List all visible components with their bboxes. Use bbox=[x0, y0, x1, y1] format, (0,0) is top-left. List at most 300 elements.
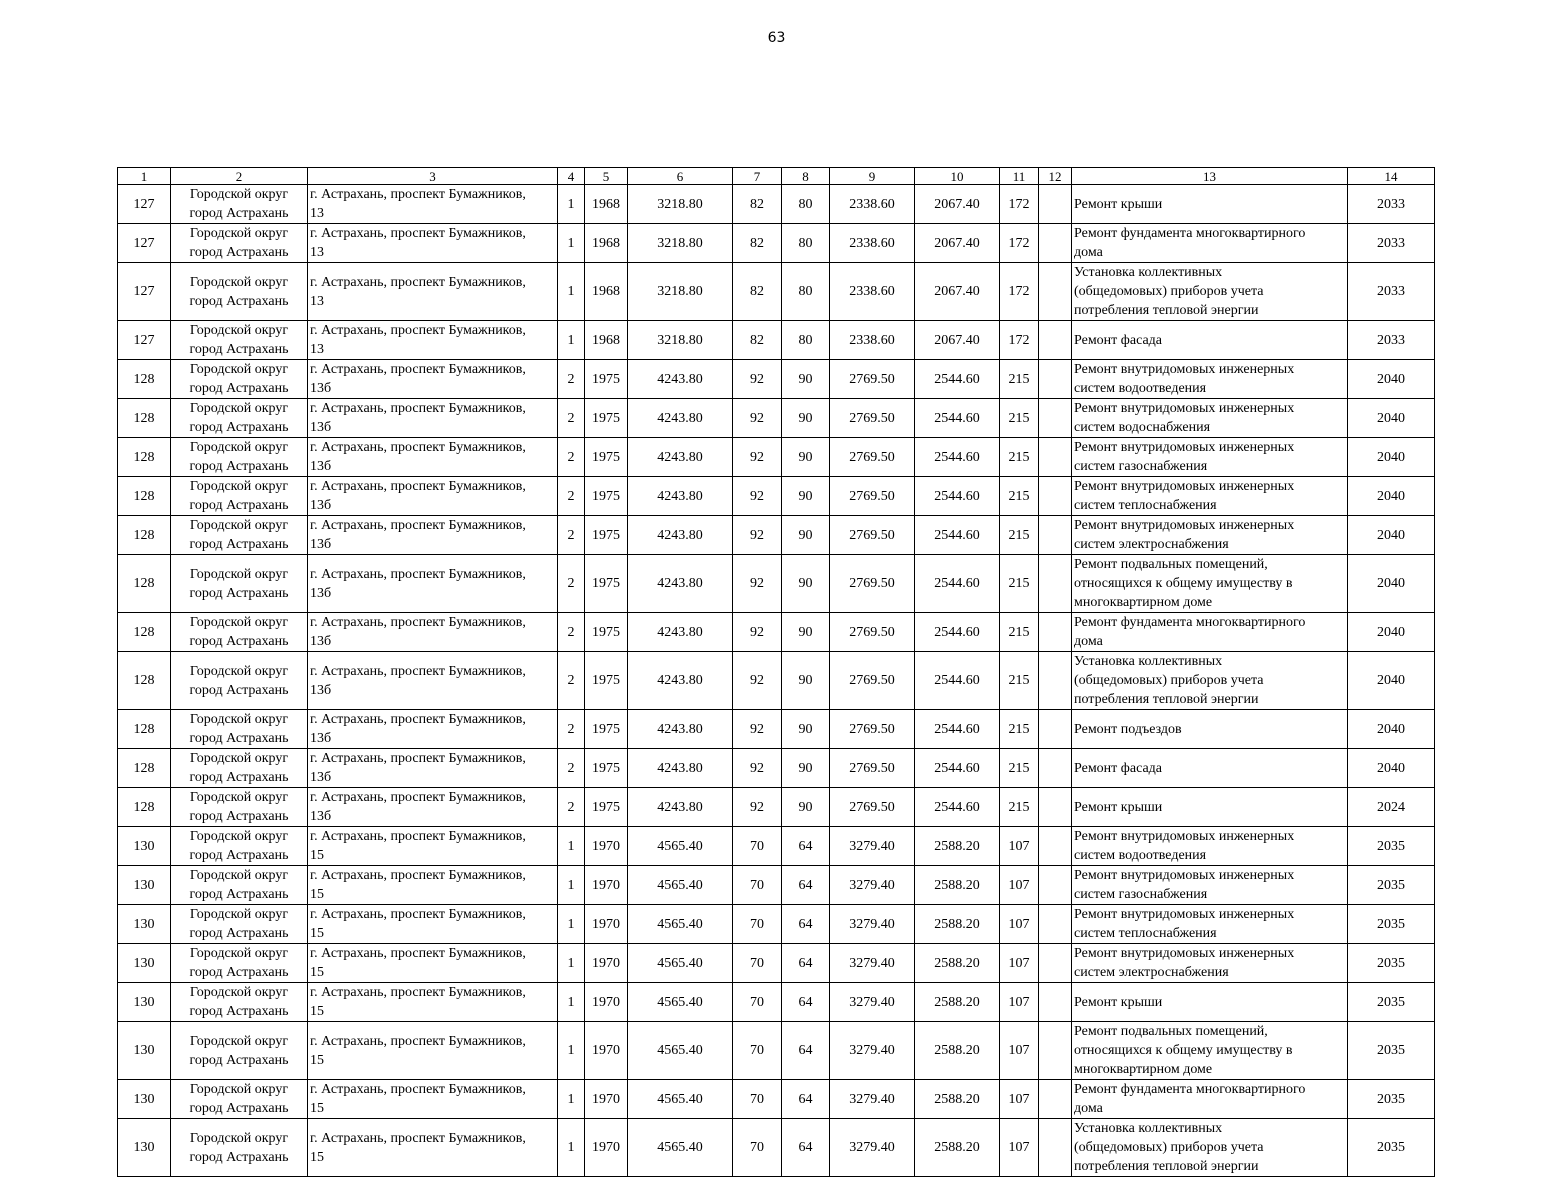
table-row bbox=[118, 321, 1435, 360]
table-row bbox=[118, 613, 1435, 652]
cell-col-10: 2588.20 bbox=[915, 1022, 1000, 1080]
cell-col-10: 2588.20 bbox=[915, 983, 1000, 1022]
cell-col-7: 92 bbox=[733, 749, 782, 788]
municipality-line-2: город Астрахань bbox=[189, 731, 289, 746]
column-header-6: 6 bbox=[628, 168, 733, 185]
cell-municipality bbox=[171, 788, 308, 827]
column-header-13: 13 bbox=[1072, 168, 1348, 185]
municipality-line-1: Городской округ bbox=[189, 518, 289, 533]
cell-col-4: 1 bbox=[558, 185, 585, 224]
cell-col-7: 92 bbox=[733, 788, 782, 827]
work-type-line: потребления тепловой энергии bbox=[1074, 692, 1259, 707]
cell-col-11: 107 bbox=[1000, 1022, 1039, 1080]
cell-col-6: 4243.80 bbox=[628, 516, 733, 555]
cell-col-4: 2 bbox=[558, 613, 585, 652]
address-line-1: г. Астрахань, проспект Бумажников, bbox=[310, 829, 526, 844]
cell-year: 2033 bbox=[1348, 263, 1435, 321]
cell-col-5: 1970 bbox=[585, 1080, 628, 1119]
column-header-10: 10 bbox=[915, 168, 1000, 185]
municipality-line-2: город Астрахань bbox=[189, 770, 289, 785]
municipality-line-1: Городской округ bbox=[189, 663, 289, 679]
cell-col-6: 4565.40 bbox=[628, 905, 733, 944]
work-type-line: систем водоотведения bbox=[1074, 848, 1207, 863]
cell-work-type bbox=[1072, 399, 1348, 438]
cell-row-number: 128 bbox=[118, 555, 171, 613]
address-line-1: г. Астрахань, проспект Бумажников, bbox=[310, 907, 526, 922]
cell-year: 2035 bbox=[1348, 944, 1435, 983]
work-type-line: Ремонт фундамента многоквартирного bbox=[1074, 615, 1306, 630]
cell-address bbox=[308, 944, 558, 983]
municipality-line-2: город Астрахань bbox=[189, 1101, 289, 1116]
work-type-line: систем водоотведения bbox=[1074, 381, 1207, 396]
cell-col-4: 1 bbox=[558, 827, 585, 866]
cell-col-6: 4565.40 bbox=[628, 827, 733, 866]
cell-row-number: 130 bbox=[118, 944, 171, 983]
cell-col-5: 1975 bbox=[585, 516, 628, 555]
cell-col-5: 1975 bbox=[585, 710, 628, 749]
cell-year: 2035 bbox=[1348, 983, 1435, 1022]
address-line-1: г. Астрахань, проспект Бумажников, bbox=[310, 1082, 526, 1097]
cell-col-4: 2 bbox=[558, 652, 585, 710]
cell-row-number: 130 bbox=[118, 905, 171, 944]
cell-row-number: 128 bbox=[118, 652, 171, 710]
cell-col-6: 4565.40 bbox=[628, 866, 733, 905]
cell-col-8: 90 bbox=[782, 788, 830, 827]
cell-col-5: 1975 bbox=[585, 360, 628, 399]
table-row bbox=[118, 827, 1435, 866]
address-line-1: г. Астрахань, проспект Бумажников, bbox=[310, 362, 526, 377]
cell-municipality bbox=[171, 185, 308, 224]
cell-address bbox=[308, 224, 558, 263]
cell-col-8: 90 bbox=[782, 710, 830, 749]
cell-municipality bbox=[171, 613, 308, 652]
cell-col-10: 2544.60 bbox=[915, 477, 1000, 516]
cell-col-8: 90 bbox=[782, 516, 830, 555]
work-type-line: Ремонт подвальных помещений, bbox=[1074, 557, 1268, 572]
cell-col-5: 1975 bbox=[585, 399, 628, 438]
cell-municipality bbox=[171, 749, 308, 788]
cell-col-10: 2544.60 bbox=[915, 749, 1000, 788]
cell-col-11: 107 bbox=[1000, 905, 1039, 944]
cell-col-5: 1970 bbox=[585, 827, 628, 866]
cell-work-type bbox=[1072, 438, 1348, 477]
address-line-1: г. Астрахань, проспект Бумажников, bbox=[310, 985, 526, 1000]
cell-col-12 bbox=[1039, 224, 1072, 263]
cell-work-type bbox=[1072, 1022, 1348, 1080]
cell-col-9: 2769.50 bbox=[830, 516, 915, 555]
cell-col-4: 1 bbox=[558, 1022, 585, 1080]
cell-col-7: 82 bbox=[733, 185, 782, 224]
cell-col-9: 3279.40 bbox=[830, 1119, 915, 1177]
address-line-2: 13б bbox=[310, 498, 332, 513]
cell-address bbox=[308, 1119, 558, 1177]
cell-year: 2033 bbox=[1348, 321, 1435, 360]
cell-row-number: 128 bbox=[118, 788, 171, 827]
cell-col-8: 90 bbox=[782, 438, 830, 477]
table-row bbox=[118, 710, 1435, 749]
cell-col-10: 2067.40 bbox=[915, 185, 1000, 224]
cell-col-12 bbox=[1039, 866, 1072, 905]
cell-year: 2040 bbox=[1348, 399, 1435, 438]
cell-col-8: 64 bbox=[782, 866, 830, 905]
cell-work-type bbox=[1072, 185, 1348, 224]
address-line-2: 15 bbox=[310, 848, 324, 863]
address-line-2: 15 bbox=[310, 965, 324, 980]
cell-row-number: 128 bbox=[118, 749, 171, 788]
work-type-line: Ремонт крыши bbox=[1074, 799, 1163, 815]
work-type-line: Ремонт внутридомовых инженерных bbox=[1074, 518, 1295, 533]
page-number: 63 bbox=[767, 30, 786, 46]
cell-work-type bbox=[1072, 749, 1348, 788]
cell-col-6: 4243.80 bbox=[628, 788, 733, 827]
cell-col-8: 64 bbox=[782, 944, 830, 983]
table-row bbox=[118, 944, 1435, 983]
cell-col-11: 215 bbox=[1000, 710, 1039, 749]
cell-col-4: 2 bbox=[558, 555, 585, 613]
address-line-2: 13б bbox=[310, 809, 332, 824]
cell-col-10: 2544.60 bbox=[915, 516, 1000, 555]
work-type-line: Ремонт подъездов bbox=[1074, 721, 1182, 737]
work-type-line: систем теплоснабжения bbox=[1074, 498, 1217, 513]
cell-col-6: 3218.80 bbox=[628, 321, 733, 360]
cell-row-number: 130 bbox=[118, 983, 171, 1022]
cell-col-9: 2338.60 bbox=[830, 224, 915, 263]
work-type-line: (общедомовых) приборов учета bbox=[1074, 673, 1264, 688]
cell-col-12 bbox=[1039, 905, 1072, 944]
cell-work-type bbox=[1072, 516, 1348, 555]
cell-col-12 bbox=[1039, 360, 1072, 399]
address-line-1: г. Астрахань, проспект Бумажников, bbox=[310, 1033, 526, 1049]
municipality-line-1: Городской округ bbox=[189, 907, 289, 922]
cell-municipality bbox=[171, 1119, 308, 1177]
cell-col-12 bbox=[1039, 652, 1072, 710]
cell-municipality bbox=[171, 399, 308, 438]
column-header-12: 12 bbox=[1039, 168, 1072, 185]
column-header-1: 1 bbox=[118, 168, 171, 185]
cell-col-6: 4243.80 bbox=[628, 652, 733, 710]
cell-work-type bbox=[1072, 1080, 1348, 1119]
address-line-2: 15 bbox=[310, 887, 324, 902]
cell-municipality bbox=[171, 905, 308, 944]
table-header bbox=[118, 168, 1435, 185]
cell-col-8: 90 bbox=[782, 360, 830, 399]
cell-col-7: 92 bbox=[733, 399, 782, 438]
address-line-2: 15 bbox=[310, 1101, 324, 1116]
address-line-1: г. Астрахань, проспект Бумажников, bbox=[310, 274, 526, 290]
cell-address bbox=[308, 652, 558, 710]
cell-row-number: 128 bbox=[118, 710, 171, 749]
cell-col-7: 92 bbox=[733, 613, 782, 652]
municipality-line-1: Городской округ bbox=[189, 362, 289, 377]
table-row bbox=[118, 905, 1435, 944]
cell-col-11: 215 bbox=[1000, 749, 1039, 788]
work-type-line: систем газоснабжения bbox=[1074, 887, 1208, 902]
cell-col-4: 1 bbox=[558, 1080, 585, 1119]
table-row bbox=[118, 438, 1435, 477]
cell-col-12 bbox=[1039, 321, 1072, 360]
cell-work-type bbox=[1072, 788, 1348, 827]
cell-row-number: 128 bbox=[118, 477, 171, 516]
data-table bbox=[117, 167, 1435, 1177]
cell-col-4: 2 bbox=[558, 477, 585, 516]
cell-row-number: 127 bbox=[118, 185, 171, 224]
address-line-1: г. Астрахань, проспект Бумажников, bbox=[310, 401, 526, 416]
cell-year: 2024 bbox=[1348, 788, 1435, 827]
cell-col-7: 70 bbox=[733, 1080, 782, 1119]
header-row bbox=[118, 168, 1435, 185]
cell-col-5: 1970 bbox=[585, 1022, 628, 1080]
cell-col-9: 2769.50 bbox=[830, 360, 915, 399]
address-line-2: 13 bbox=[310, 293, 324, 309]
cell-municipality bbox=[171, 1080, 308, 1119]
work-type-line: (общедомовых) приборов учета bbox=[1074, 1140, 1264, 1155]
work-type-line: многоквартирном доме bbox=[1074, 595, 1213, 610]
cell-col-6: 4243.80 bbox=[628, 613, 733, 652]
cell-col-10: 2544.60 bbox=[915, 360, 1000, 399]
cell-col-11: 215 bbox=[1000, 360, 1039, 399]
work-type-line: Ремонт фундамента многоквартирного bbox=[1074, 226, 1306, 241]
cell-col-4: 1 bbox=[558, 866, 585, 905]
work-type-line: дома bbox=[1074, 245, 1103, 260]
address-line-2: 15 bbox=[310, 1149, 324, 1165]
cell-col-6: 4565.40 bbox=[628, 944, 733, 983]
cell-col-6: 4243.80 bbox=[628, 399, 733, 438]
cell-col-11: 107 bbox=[1000, 944, 1039, 983]
address-line-2: 13 bbox=[310, 342, 324, 357]
cell-col-8: 90 bbox=[782, 399, 830, 438]
cell-municipality bbox=[171, 224, 308, 263]
cell-year: 2040 bbox=[1348, 749, 1435, 788]
cell-work-type bbox=[1072, 263, 1348, 321]
municipality-line-1: Городской округ bbox=[189, 829, 289, 844]
municipality-line-2: город Астрахань bbox=[189, 293, 289, 309]
address-line-2: 15 bbox=[310, 1004, 324, 1019]
cell-col-12 bbox=[1039, 555, 1072, 613]
cell-col-11: 215 bbox=[1000, 516, 1039, 555]
cell-year: 2040 bbox=[1348, 516, 1435, 555]
cell-municipality bbox=[171, 652, 308, 710]
cell-row-number: 130 bbox=[118, 1080, 171, 1119]
municipality-line-2: город Астрахань bbox=[189, 537, 289, 552]
cell-col-12 bbox=[1039, 1119, 1072, 1177]
address-line-1: г. Астрахань, проспект Бумажников, bbox=[310, 323, 526, 338]
municipality-line-1: Городской округ bbox=[189, 401, 289, 416]
work-type-line: Ремонт внутридомовых инженерных bbox=[1074, 440, 1295, 455]
work-type-line: относящихся к общему имуществу в bbox=[1074, 576, 1293, 591]
address-line-1: г. Астрахань, проспект Бумажников, bbox=[310, 751, 526, 766]
cell-col-9: 3279.40 bbox=[830, 944, 915, 983]
cell-col-12 bbox=[1039, 613, 1072, 652]
table-row bbox=[118, 652, 1435, 710]
cell-col-9: 2769.50 bbox=[830, 749, 915, 788]
cell-col-7: 92 bbox=[733, 555, 782, 613]
work-type-line: Ремонт внутридомовых инженерных bbox=[1074, 479, 1295, 494]
cell-col-9: 2338.60 bbox=[830, 263, 915, 321]
cell-col-5: 1975 bbox=[585, 613, 628, 652]
cell-col-10: 2588.20 bbox=[915, 866, 1000, 905]
cell-col-7: 92 bbox=[733, 652, 782, 710]
cell-work-type bbox=[1072, 555, 1348, 613]
municipality-line-2: город Астрахань bbox=[189, 682, 289, 698]
cell-col-8: 90 bbox=[782, 749, 830, 788]
cell-municipality bbox=[171, 944, 308, 983]
cell-address bbox=[308, 263, 558, 321]
cell-year: 2035 bbox=[1348, 866, 1435, 905]
cell-col-12 bbox=[1039, 827, 1072, 866]
address-line-1: г. Астрахань, проспект Бумажников, bbox=[310, 663, 526, 679]
cell-col-6: 4565.40 bbox=[628, 1080, 733, 1119]
cell-col-9: 2769.50 bbox=[830, 613, 915, 652]
cell-col-9: 2769.50 bbox=[830, 788, 915, 827]
address-line-2: 13б bbox=[310, 585, 332, 601]
cell-col-7: 82 bbox=[733, 321, 782, 360]
work-type-line: Ремонт фундамента многоквартирного bbox=[1074, 1082, 1306, 1097]
cell-col-4: 1 bbox=[558, 224, 585, 263]
cell-col-9: 3279.40 bbox=[830, 1080, 915, 1119]
cell-col-4: 1 bbox=[558, 263, 585, 321]
cell-address bbox=[308, 321, 558, 360]
cell-col-10: 2544.60 bbox=[915, 438, 1000, 477]
column-header-2: 2 bbox=[171, 168, 308, 185]
cell-municipality bbox=[171, 321, 308, 360]
cell-col-4: 2 bbox=[558, 749, 585, 788]
work-type-line: (общедомовых) приборов учета bbox=[1074, 284, 1264, 299]
cell-col-10: 2544.60 bbox=[915, 710, 1000, 749]
cell-col-9: 2769.50 bbox=[830, 652, 915, 710]
municipality-line-2: город Астрахань bbox=[189, 887, 289, 902]
cell-row-number: 130 bbox=[118, 1119, 171, 1177]
municipality-line-1: Городской округ bbox=[189, 712, 289, 727]
cell-municipality bbox=[171, 827, 308, 866]
municipality-line-2: город Астрахань bbox=[189, 585, 289, 601]
address-line-2: 13 bbox=[310, 206, 324, 221]
cell-col-7: 82 bbox=[733, 224, 782, 263]
municipality-line-1: Городской округ bbox=[189, 868, 289, 883]
address-line-2: 13б bbox=[310, 459, 332, 474]
cell-col-12 bbox=[1039, 1022, 1072, 1080]
table-row bbox=[118, 983, 1435, 1022]
cell-year: 2040 bbox=[1348, 477, 1435, 516]
address-line-1: г. Астрахань, проспект Бумажников, bbox=[310, 946, 526, 961]
cell-col-4: 1 bbox=[558, 944, 585, 983]
cell-row-number: 130 bbox=[118, 866, 171, 905]
municipality-line-2: город Астрахань bbox=[189, 245, 289, 260]
table-row bbox=[118, 788, 1435, 827]
cell-col-7: 92 bbox=[733, 477, 782, 516]
municipality-line-2: город Астрахань bbox=[189, 459, 289, 474]
municipality-line-2: город Астрахань bbox=[189, 848, 289, 863]
cell-municipality bbox=[171, 360, 308, 399]
table-row bbox=[118, 399, 1435, 438]
cell-col-6: 4243.80 bbox=[628, 438, 733, 477]
column-header-5: 5 bbox=[585, 168, 628, 185]
cell-work-type bbox=[1072, 944, 1348, 983]
cell-work-type bbox=[1072, 905, 1348, 944]
cell-address bbox=[308, 710, 558, 749]
cell-col-8: 64 bbox=[782, 983, 830, 1022]
cell-col-10: 2067.40 bbox=[915, 263, 1000, 321]
work-type-line: Установка коллективных bbox=[1074, 265, 1223, 280]
work-type-line: потребления тепловой энергии bbox=[1074, 1159, 1259, 1174]
cell-col-5: 1970 bbox=[585, 866, 628, 905]
work-type-line: Ремонт фасада bbox=[1074, 760, 1163, 776]
cell-year: 2035 bbox=[1348, 1022, 1435, 1080]
cell-col-12 bbox=[1039, 1080, 1072, 1119]
cell-work-type bbox=[1072, 866, 1348, 905]
cell-address bbox=[308, 1022, 558, 1080]
cell-col-7: 92 bbox=[733, 710, 782, 749]
cell-col-11: 172 bbox=[1000, 263, 1039, 321]
cell-year: 2040 bbox=[1348, 360, 1435, 399]
work-type-line: Установка коллективных bbox=[1074, 654, 1223, 669]
table-row bbox=[118, 1119, 1435, 1177]
municipality-line-1: Городской округ bbox=[189, 1033, 289, 1049]
table-row bbox=[118, 555, 1435, 613]
address-line-1: г. Астрахань, проспект Бумажников, bbox=[310, 479, 526, 494]
cell-col-10: 2588.20 bbox=[915, 1119, 1000, 1177]
municipality-line-2: город Астрахань bbox=[189, 809, 289, 824]
work-type-line: систем теплоснабжения bbox=[1074, 926, 1217, 941]
table-row bbox=[118, 263, 1435, 321]
work-type-line: систем водоснабжения bbox=[1074, 420, 1211, 435]
cell-work-type bbox=[1072, 827, 1348, 866]
work-type-line: относящихся к общему имуществу в bbox=[1074, 1043, 1293, 1058]
municipality-line-1: Городской округ bbox=[189, 751, 289, 766]
cell-col-12 bbox=[1039, 516, 1072, 555]
cell-col-4: 2 bbox=[558, 710, 585, 749]
cell-col-11: 215 bbox=[1000, 438, 1039, 477]
municipality-line-1: Городской округ bbox=[189, 1082, 289, 1097]
cell-row-number: 128 bbox=[118, 516, 171, 555]
municipality-line-1: Городской округ bbox=[189, 1130, 289, 1146]
cell-year: 2040 bbox=[1348, 652, 1435, 710]
cell-address bbox=[308, 749, 558, 788]
work-type-line: Ремонт фасада bbox=[1074, 332, 1163, 348]
cell-col-12 bbox=[1039, 399, 1072, 438]
address-line-2: 13б bbox=[310, 537, 332, 552]
cell-col-11: 172 bbox=[1000, 321, 1039, 360]
cell-col-10: 2588.20 bbox=[915, 944, 1000, 983]
cell-address bbox=[308, 983, 558, 1022]
cell-col-10: 2067.40 bbox=[915, 321, 1000, 360]
cell-col-7: 70 bbox=[733, 827, 782, 866]
cell-address bbox=[308, 1080, 558, 1119]
column-header-4: 4 bbox=[558, 168, 585, 185]
cell-row-number: 128 bbox=[118, 613, 171, 652]
cell-col-4: 1 bbox=[558, 905, 585, 944]
work-type-line: Ремонт внутридомовых инженерных bbox=[1074, 946, 1295, 961]
cell-col-5: 1968 bbox=[585, 263, 628, 321]
cell-col-8: 90 bbox=[782, 477, 830, 516]
cell-col-6: 4243.80 bbox=[628, 555, 733, 613]
table-row bbox=[118, 224, 1435, 263]
cell-col-6: 3218.80 bbox=[628, 224, 733, 263]
table-row bbox=[118, 749, 1435, 788]
municipality-line-1: Городской округ bbox=[189, 615, 289, 630]
municipality-line-2: город Астрахань bbox=[189, 926, 289, 941]
cell-row-number: 127 bbox=[118, 224, 171, 263]
cell-col-8: 80 bbox=[782, 263, 830, 321]
work-type-line: Ремонт подвальных помещений, bbox=[1074, 1024, 1268, 1039]
table-row bbox=[118, 866, 1435, 905]
cell-municipality bbox=[171, 555, 308, 613]
work-type-line: Ремонт внутридомовых инженерных bbox=[1074, 868, 1295, 883]
cell-col-4: 1 bbox=[558, 1119, 585, 1177]
municipality-line-2: город Астрахань bbox=[189, 342, 289, 357]
cell-year: 2033 bbox=[1348, 185, 1435, 224]
municipality-line-2: город Астрахань bbox=[189, 1052, 289, 1068]
cell-col-11: 215 bbox=[1000, 477, 1039, 516]
